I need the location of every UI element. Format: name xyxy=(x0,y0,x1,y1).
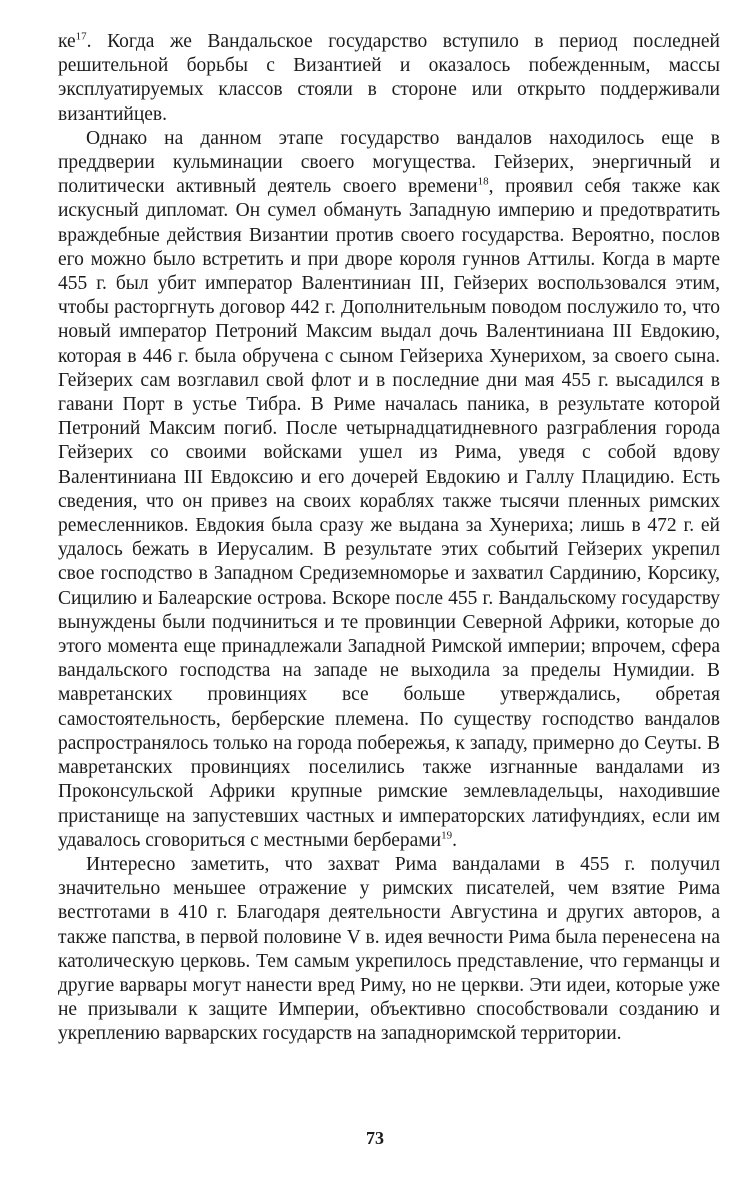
footnote-ref-17[interactable]: 17 xyxy=(75,30,87,43)
text-segment: . xyxy=(452,829,457,851)
text-segment: , проявил себя также как искусный дипломат. Он сумел обмануть Западную империю и предотвратить враждебные действия Византии против своего государства. Вероятно, послов его можно было встретить и при дворе короля гуннов Аттилы. Когда в марте 455 г. был убит император Валентиниан III, Гейзерих воспользовался этим, чтобы расторгнуть договор 442 г. Дополнительным поводом послужило то, что новый император Петроний Максим выдал дочь Валентиниана III Евдокию, которая в 446 г. была обручена с сыном Гейзериха Хунерихом, за своего сына. Гейзерих сам возглавил свой флот и в последние дни мая 455 г. высадился в гавани Порт в устье Тибра. В Риме началась паника, в результате которой Петроний Максим погиб. После четырнадцатидневного разграбления города Гейзерих со своими войсками ушел из Рима, уведя с собой вдову Валентиниана III Евдоксию и его дочерей Евдокию и Галлу Плацидию. Есть сведения, что он привез на своих кораблях также тысячи пленных римских ремесленников. Евдокия была сразу же выдана за Хунериха; лишь в 472 г. ей удалось бежать в Иерусалим. В результате этих событий Гейзерих укрепил свое господство в Западном Средиземноморье и захватил Сардинию, Корсику, Сицилию и Балеарские острова. Вскоре после 455 г. Вандальскому государству вынуждены были подчиниться и те провинции Северной Африки, которые до этого момента еще принадлежали Западной Римской империи; впрочем, сфера вандальского господства на западе не выходила за пределы Нумидии. В мавретанских провинциях все больше утверждались, обретая самостоятельность, берберские племена. По существу господство вандалов распространялось только на города побережья, к западу, примерно до Сеуты. В мавретанских провинциях поселились также изгнанные вандалами из Проконсульской Африки крупные римские землевладельцы, находившие пристанище на запустевших частных и императорских латифундиях, если им удавалось сговориться с местными берберами xyxy=(58,176,720,851)
footnote-ref-18[interactable]: 18 xyxy=(477,175,489,188)
text-segment: ке xyxy=(58,31,76,52)
footnote-ref-19[interactable]: 19 xyxy=(441,829,453,842)
text-segment: Однако на данном этапе государство вандалов находилось еще в преддверии кульминации своего могущества. Гейзерих, энергичный и политически активный деятель своего времени xyxy=(58,127,720,198)
text-segment: . Когда же Вандальское государство вступило в период последней решительной борьбы с Византией и оказалось побежденным, массы эксплуатируемых классов стояли в стороне или открыто поддерживали византийцев. xyxy=(58,31,720,125)
page-number: 73 xyxy=(366,1128,384,1148)
page-body xyxy=(58,30,720,1047)
text-segment: Интересно заметить, что захват Рима вандалами в 455 г. получил значительно меньшее отражение у римских писателей, чем взятие Рима вестготами в 410 г. Благодаря деятельности Августина и других авторов, а также папства, в первой половине V в. идея вечности Рима была перенесена на католическую церковь. Тем самым укрепилось представление, что германцы и другие варвары могут нанести вред Риму, но не церкви. Эти идеи, которые уже не призывали к защите Империи, объективно способствовали созданию и укреплению варварских государств на западноримской территории. xyxy=(58,853,720,1045)
paragraph-3 xyxy=(58,853,720,1047)
paragraph-1 xyxy=(58,30,720,127)
paragraph-2 xyxy=(58,127,720,853)
